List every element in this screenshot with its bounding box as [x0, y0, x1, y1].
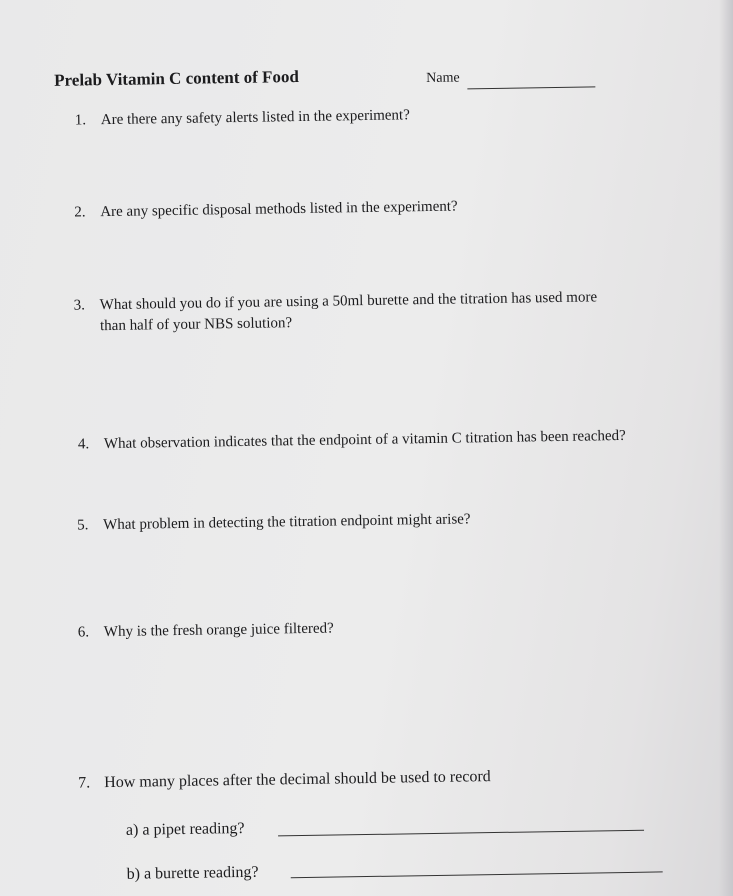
question-number: 3.	[73, 297, 86, 314]
sub-question-b	[127, 864, 259, 884]
page-title: Prelab Vitamin C content of Food	[54, 67, 300, 90]
sub-question-text: a pipet reading?	[142, 819, 245, 839]
question-number: 1.	[74, 112, 87, 129]
question-text: How many places after the decimal should be used to record	[104, 768, 491, 792]
question-2	[74, 197, 458, 224]
question-text: Why is the fresh orange juice filtered?	[103, 620, 334, 641]
question-text: What should you do if you are using a 50ml burette and the titration has used more	[99, 289, 598, 314]
burette-answer-line[interactable]	[291, 871, 663, 878]
question-4	[78, 426, 626, 456]
question-text-continued: than half of your NBS solution?	[99, 315, 293, 335]
question-number: 7.	[78, 774, 91, 792]
question-number: 6.	[77, 624, 90, 641]
question-3	[74, 287, 598, 337]
sub-question-a	[126, 820, 245, 840]
question-number: 5.	[77, 517, 89, 534]
question-6	[78, 619, 334, 644]
question-text: Are any specific disposal methods listed in the experiment?	[100, 198, 458, 221]
question-text: Are there any safety alerts listed in the experiment?	[100, 107, 410, 129]
sub-question-label: a)	[125, 821, 139, 839]
question-7	[78, 766, 491, 793]
question-text: What observation indicates that the endpoint of a vitamin C titration has been reached?	[103, 427, 626, 453]
question-number: 2.	[74, 204, 86, 221]
question-number: 4.	[77, 436, 90, 453]
name-answer-line[interactable]	[467, 86, 595, 89]
question-text: What problem in detecting the titration endpoint might arise?	[103, 511, 471, 534]
question-1	[75, 105, 410, 131]
sub-question-label: b)	[126, 865, 141, 883]
pipet-answer-line[interactable]	[278, 830, 644, 837]
name-label: Name	[426, 70, 460, 87]
sub-question-text: a burette reading?	[143, 863, 259, 883]
question-5	[77, 509, 471, 536]
